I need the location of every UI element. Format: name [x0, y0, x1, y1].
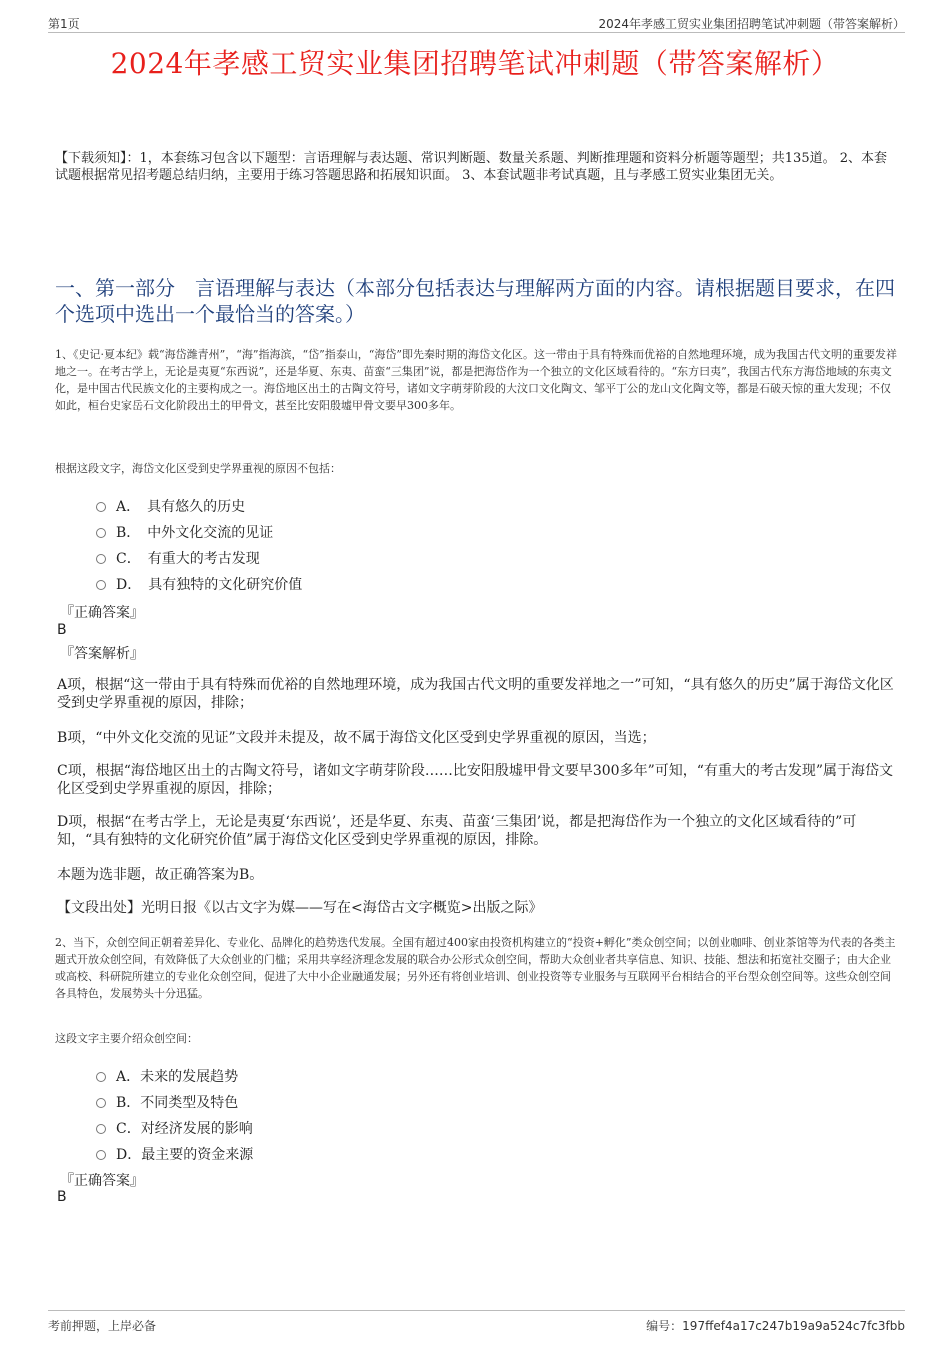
download-notice: 【下载须知】：1，本套练习包含以下题型：言语理解与表达题、常识判断题、数量关系题、判断推理题和资料分析题等题型；共135道。 2、本套试题根据常见招考题总结归纳，主要用于练习答题思路和拓展知识面。 3、本套试题非考试真题，且与孝感工贸实业集团无关。: [55, 151, 887, 183]
question-1-passage: 1、《史记·夏本纪》载“海岱潍青州”，“海”指海滨，“岱”指泰山，“海岱”即先秦时期的海岱文化区。这一带由于具有特殊而优裕的自然地理环境，成为我国古代文明的重要发祥地之一。在考古学上，无论是夷夏“东西说”，还是华夏、东夷、苗蛮“三集团”说，都是把海岱作为一个独立的文化区域看待的。“东方曰夷”，我国古代东方海岱地域的东夷文化，是中国古代民族文化的主要构成之一。海岱地区出土的古陶文符号，诸如文字萌芽阶段的大汶口文化陶文、邹平丁公的龙山文化陶文等，都是石破天惊的重大发现；不仅如此，桓台史家岳石文化阶段出土的甲骨文，甚至比安阳殷墟甲骨文要早300多年。: [55, 348, 897, 412]
question-2-passage: 2、当下，众创空间正朝着差异化、专业化、品牌化的趋势迭代发展。全国有超过400家由投资机构建立的“投资+孵化”类众创空间；以创业咖啡、创业茶馆等为代表的各类主题式开放众创空间，有效降低了大众创业的门槛；采用共享经济理念发展的联合办公形式众创空间，帮助大众创业者共享信息、知识、技能、想法和拓宽社交圈子；由大企业或高校、科研院所建立的专业化众创空间，促进了大中小企业融通发展；另外还有将创业培训、创业投资等专业服务与互联网平台相结合的平台型众创空间等。这些众创空间各具特色，发展势头十分迅猛。: [55, 936, 896, 1000]
question-1-prompt: 根据这段文字，海岱文化区受到史学界重视的原因不包括：: [55, 462, 341, 475]
header-doc-title: 2024年孝感工贸实业集团招聘笔试冲刺题（带答案解析）: [598, 17, 905, 31]
radio-icon[interactable]: [96, 1072, 106, 1082]
radio-icon[interactable]: [96, 502, 106, 512]
radio-icon[interactable]: [96, 580, 106, 590]
footer-slogan: 考前押题，上岸必备: [48, 1319, 157, 1333]
correct-answer: B: [57, 1189, 67, 1205]
question-2-prompt: 这段文字主要介绍众创空间：: [55, 1032, 198, 1045]
section-heading: 一、第一部分 言语理解与表达（本部分包括表达与理解两方面的内容。请根据题目要求，在四个选项中选出一个最恰当的答案。）: [55, 276, 895, 326]
analysis-a: A项，根据“这一带由于具有特殊而优裕的自然地理环境，成为我国古代文明的重要发祥地之一”可知，“具有悠久的历史”属于海岱文化区受到史学界重视的原因，排除；: [57, 677, 894, 711]
correct-answer: B: [57, 622, 67, 638]
radio-icon[interactable]: [96, 1150, 106, 1160]
document-title: 2024年孝感工贸实业集团招聘笔试冲刺题（带答案解析）: [110, 47, 840, 80]
radio-icon[interactable]: [96, 554, 106, 564]
page-number: 第1页: [48, 17, 80, 31]
page-header: [48, 12, 905, 33]
passage-source: 【文段出处】光明日报《以古文字为媒——写在<海岱古文字概览>出版之际》: [57, 900, 543, 916]
footer-serial: 编号：197ffef4a17c247b19a9a524c7fc3fbb: [646, 1319, 905, 1333]
correct-answer-label: 『正确答案』: [60, 605, 144, 621]
analysis-d: D项，根据“在考古学上，无论是夷夏‘东西说’，还是华夏、东夷、苗蛮‘三集团’说，都是把海岱作为一个独立的文化区域看待的”可知，“具有独特的文化研究价值”属于海岱文化区受到史学界重视的原因，排除。: [57, 814, 857, 848]
analysis-c: C项，根据“海岱地区出土的古陶文符号，诸如文字萌芽阶段……比安阳殷墟甲骨文要早300多年”可知，“有重大的考古发现”属于海岱文化区受到史学界重视的原因，排除；: [57, 763, 894, 797]
analysis-label: 『答案解析』: [60, 646, 144, 662]
analysis-b: B项，“中外文化交流的见证”文段并未提及，故不属于海岱文化区受到史学界重视的原因，当选；: [57, 730, 656, 746]
radio-icon[interactable]: [96, 1124, 106, 1134]
correct-answer-label: 『正确答案』: [60, 1173, 144, 1189]
analysis-conclusion: 本题为选非题，故正确答案为B。: [57, 867, 264, 883]
radio-icon[interactable]: [96, 528, 106, 538]
radio-icon[interactable]: [96, 1098, 106, 1108]
page-footer: [48, 1310, 905, 1335]
